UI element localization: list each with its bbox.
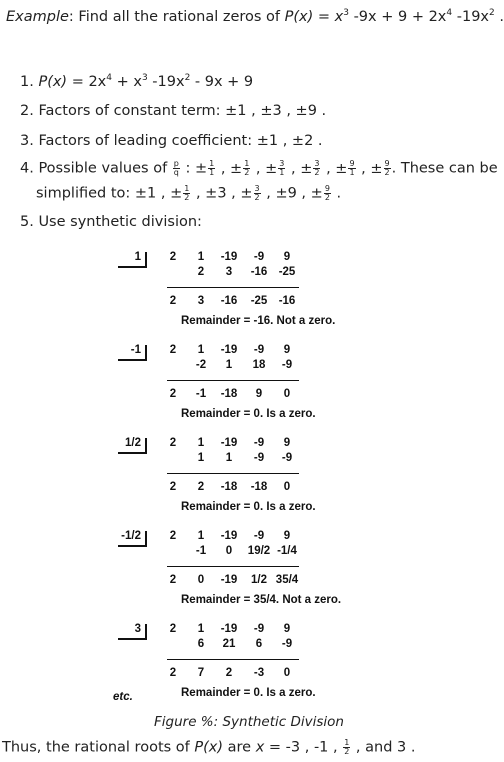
simp-end: . (331, 185, 342, 202)
conclusion-fraction (343, 739, 350, 756)
coefficient-cell: -16 (278, 295, 296, 307)
coefficient-cell: 1 (197, 344, 205, 356)
possible-value-fraction (348, 160, 355, 177)
step-1-exp2: 3 (141, 73, 148, 83)
step-1-d: - 9x + 9 (190, 74, 254, 90)
coefficient-cell: -19 (220, 344, 238, 356)
step-4-simplified-a: simplified to: ±1 , ± (36, 185, 183, 202)
frac-den: 2 (384, 168, 390, 177)
coefficient-cell: -9 (281, 359, 293, 371)
coefficient-cell: -9 (281, 452, 293, 464)
frac-den: 1 (209, 168, 215, 177)
step-4-line-2 (36, 185, 341, 202)
simp-mid-2: , ±9 , ± (261, 185, 323, 202)
divisor-root: -1 (130, 344, 141, 356)
simp-frac-1 (183, 185, 190, 202)
frac-den: 1 (349, 168, 355, 177)
coefficient-cell: 3 (197, 295, 205, 307)
example-eq: = x (313, 9, 344, 25)
fraction-separator: , ± (286, 160, 313, 177)
frac-num: 9 (324, 184, 330, 193)
coefficient-cell: 1 (225, 359, 233, 371)
step-5: 5. Use synthetic division: (20, 214, 202, 230)
coefficient-cell: -18 (250, 481, 268, 493)
conclusion (2, 739, 416, 756)
conclusion-x: x (255, 739, 265, 756)
step-1-b: + x (112, 74, 142, 90)
coefficient-cell: 35/4 (275, 574, 299, 586)
divisor-root: 1/2 (125, 437, 141, 449)
coefficient-cell: 19/2 (247, 545, 271, 557)
p-numerator: p (173, 159, 179, 168)
frac-num: 9 (349, 159, 355, 168)
coefficient-cell: -19 (220, 530, 238, 542)
coefficient-cell: 9 (255, 388, 263, 400)
example-px: P(x) (284, 9, 314, 25)
coefficient-cell: 2 (225, 667, 233, 679)
coefficient-cell: -1/4 (277, 545, 297, 557)
coefficient-cell: -9 (253, 452, 265, 464)
coefficient-cell: -3 (253, 667, 265, 679)
division-rule (167, 473, 299, 474)
coefficient-cell: -19 (220, 574, 238, 586)
division-rule (167, 566, 299, 567)
coefficient-cell: 2 (169, 574, 177, 586)
frac-num: 1 (209, 159, 215, 168)
fraction-separator: , ± (251, 160, 278, 177)
example-exp3: 2 (489, 8, 495, 18)
coefficient-cell: 9 (283, 344, 291, 356)
divisor-bracket (118, 624, 147, 640)
coefficient-cell: -18 (220, 388, 238, 400)
divisor-bracket (118, 252, 147, 268)
step-1-exp1: 4 (106, 73, 113, 83)
coefficient-cell: -25 (278, 266, 296, 278)
coefficient-cell: 0 (283, 388, 291, 400)
coefficient-cell: 2 (197, 266, 205, 278)
example-rest1: -9x + 9 + 2x (348, 9, 447, 25)
coefficient-cell: -19 (220, 623, 238, 635)
coefficient-cell: -16 (250, 266, 268, 278)
coefficient-cell: 18 (252, 359, 266, 371)
coefficient-cell: 9 (283, 623, 291, 635)
coefficient-cell: 21 (222, 638, 236, 650)
coefficient-cell: 0 (283, 481, 291, 493)
coefficient-cell: 2 (197, 481, 205, 493)
coefficient-cell: 0 (197, 574, 205, 586)
frac-num: 1 (344, 738, 350, 747)
coefficient-cell: 1 (197, 251, 205, 263)
coefficient-cell: 7 (197, 667, 205, 679)
example-line (6, 8, 504, 25)
coefficient-cell: 0 (283, 667, 291, 679)
frac-num: 3 (254, 184, 260, 193)
division-rule (167, 380, 299, 381)
divisor-root: -1/2 (121, 530, 141, 542)
coefficient-cell: -19 (220, 437, 238, 449)
conclusion-d: , and 3 . (351, 739, 416, 756)
conclusion-c: = -3 , -1 , (264, 739, 343, 756)
possible-value-fraction (243, 160, 250, 177)
step-1 (20, 73, 253, 90)
step-4 (20, 160, 498, 177)
fraction-separator: , ± (356, 160, 383, 177)
remainder-text: Remainder = -16. Not a zero. (181, 315, 336, 327)
possible-value-fraction (313, 160, 320, 177)
divisor-bracket (118, 345, 147, 361)
example-exp2: 4 (446, 8, 453, 18)
step-4-a: 4. Possible values of (20, 160, 172, 177)
divisor-bracket (118, 438, 147, 454)
q-denominator: q (173, 168, 179, 177)
etc-label: etc. (113, 691, 133, 703)
coefficient-cell: -9 (253, 623, 265, 635)
remainder-text: Remainder = 35/4. Not a zero. (181, 594, 342, 606)
coefficient-cell: -1 (195, 545, 207, 557)
coefficient-cell: -18 (220, 481, 238, 493)
coefficient-cell: 2 (169, 481, 177, 493)
coefficient-cell: 2 (169, 251, 177, 263)
coefficient-cell: 6 (197, 638, 205, 650)
coefficient-cell: 9 (283, 437, 291, 449)
frac-den: 2 (184, 193, 190, 202)
conclusion-a: Thus, the rational roots of (2, 739, 195, 756)
p-over-q-fraction (173, 160, 180, 177)
coefficient-cell: 2 (169, 437, 177, 449)
example-label: Example (6, 9, 69, 25)
step-4-c: . These can be (391, 160, 498, 177)
frac-num: 3 (314, 159, 320, 168)
possible-value-fraction (208, 160, 215, 177)
coefficient-cell: -9 (253, 251, 265, 263)
conclusion-b: are (223, 739, 256, 756)
frac-den: 1 (279, 168, 285, 177)
remainder-text: Remainder = 0. Is a zero. (181, 687, 316, 699)
example-exp1: 3 (343, 8, 349, 18)
coefficient-cell: -9 (281, 638, 293, 650)
coefficient-cell: -1 (195, 388, 207, 400)
coefficient-cell: 2 (169, 295, 177, 307)
frac-num: 3 (279, 159, 285, 168)
step-3: 3. Factors of leading coefficient: ±1 , ±2 . (20, 133, 323, 149)
frac-num: 9 (384, 159, 390, 168)
frac-num: 1 (244, 159, 250, 168)
step-4-b: : ± (180, 160, 208, 177)
frac-den: 2 (344, 747, 350, 756)
remainder-text: Remainder = 0. Is a zero. (181, 501, 316, 513)
possible-value-fraction (278, 160, 285, 177)
coefficient-cell: 1 (197, 530, 205, 542)
possible-value-fraction (384, 160, 391, 177)
coefficient-cell: 1 (197, 623, 205, 635)
coefficient-cell: -25 (250, 295, 268, 307)
example-end: . (494, 9, 504, 25)
step-1-number: 1. (20, 74, 39, 90)
frac-den: 2 (314, 168, 320, 177)
coefficient-cell: 3 (225, 266, 233, 278)
coefficient-cell: 9 (283, 530, 291, 542)
coefficient-cell: 2 (169, 344, 177, 356)
remainder-text: Remainder = 0. Is a zero. (181, 408, 316, 420)
simp-mid-1: , ±3 , ± (191, 185, 253, 202)
coefficient-cell: 2 (169, 530, 177, 542)
coefficient-cell: -16 (220, 295, 238, 307)
coefficient-cell: -9 (253, 437, 265, 449)
figure-caption: Figure %: Synthetic Division (154, 714, 344, 730)
simp-frac-2 (254, 185, 261, 202)
step-1-px: P(x) (38, 74, 68, 90)
conclusion-px: P(x) (194, 739, 224, 756)
step-1-exp3: 2 (184, 73, 191, 83)
coefficient-cell: -19 (220, 251, 238, 263)
divisor-root: 1 (134, 251, 141, 263)
frac-den: 2 (324, 193, 330, 202)
division-rule (167, 659, 299, 660)
divisor-bracket (118, 531, 147, 547)
coefficient-cell: 2 (169, 667, 177, 679)
division-rule (167, 287, 299, 288)
simp-frac-3 (324, 185, 331, 202)
possible-values-fractions (207, 161, 391, 177)
coefficient-cell: 0 (225, 545, 233, 557)
step-2: 2. Factors of constant term: ±1 , ±3 , ±9 . (20, 103, 327, 119)
step-1-c: -19x (147, 74, 185, 90)
fraction-separator: , ± (216, 160, 243, 177)
coefficient-cell: -9 (253, 344, 265, 356)
step-1-a: = 2x (67, 74, 107, 90)
example-text: : Find all the rational zeros of (68, 9, 285, 25)
fraction-separator: , ± (321, 160, 348, 177)
frac-num: 1 (184, 184, 190, 193)
coefficient-cell: 1 (197, 452, 205, 464)
coefficient-cell: 2 (169, 623, 177, 635)
frac-den: 2 (254, 193, 260, 202)
coefficient-cell: 1/2 (251, 574, 267, 586)
coefficient-cell: 9 (283, 251, 291, 263)
coefficient-cell: 1 (225, 452, 233, 464)
divisor-root: 3 (134, 623, 141, 635)
coefficient-cell: 6 (255, 638, 263, 650)
coefficient-cell: -2 (195, 359, 207, 371)
coefficient-cell: 2 (169, 388, 177, 400)
frac-den: 2 (244, 168, 250, 177)
coefficient-cell: -9 (253, 530, 265, 542)
example-rest2: -19x (452, 9, 489, 25)
coefficient-cell: 1 (197, 437, 205, 449)
